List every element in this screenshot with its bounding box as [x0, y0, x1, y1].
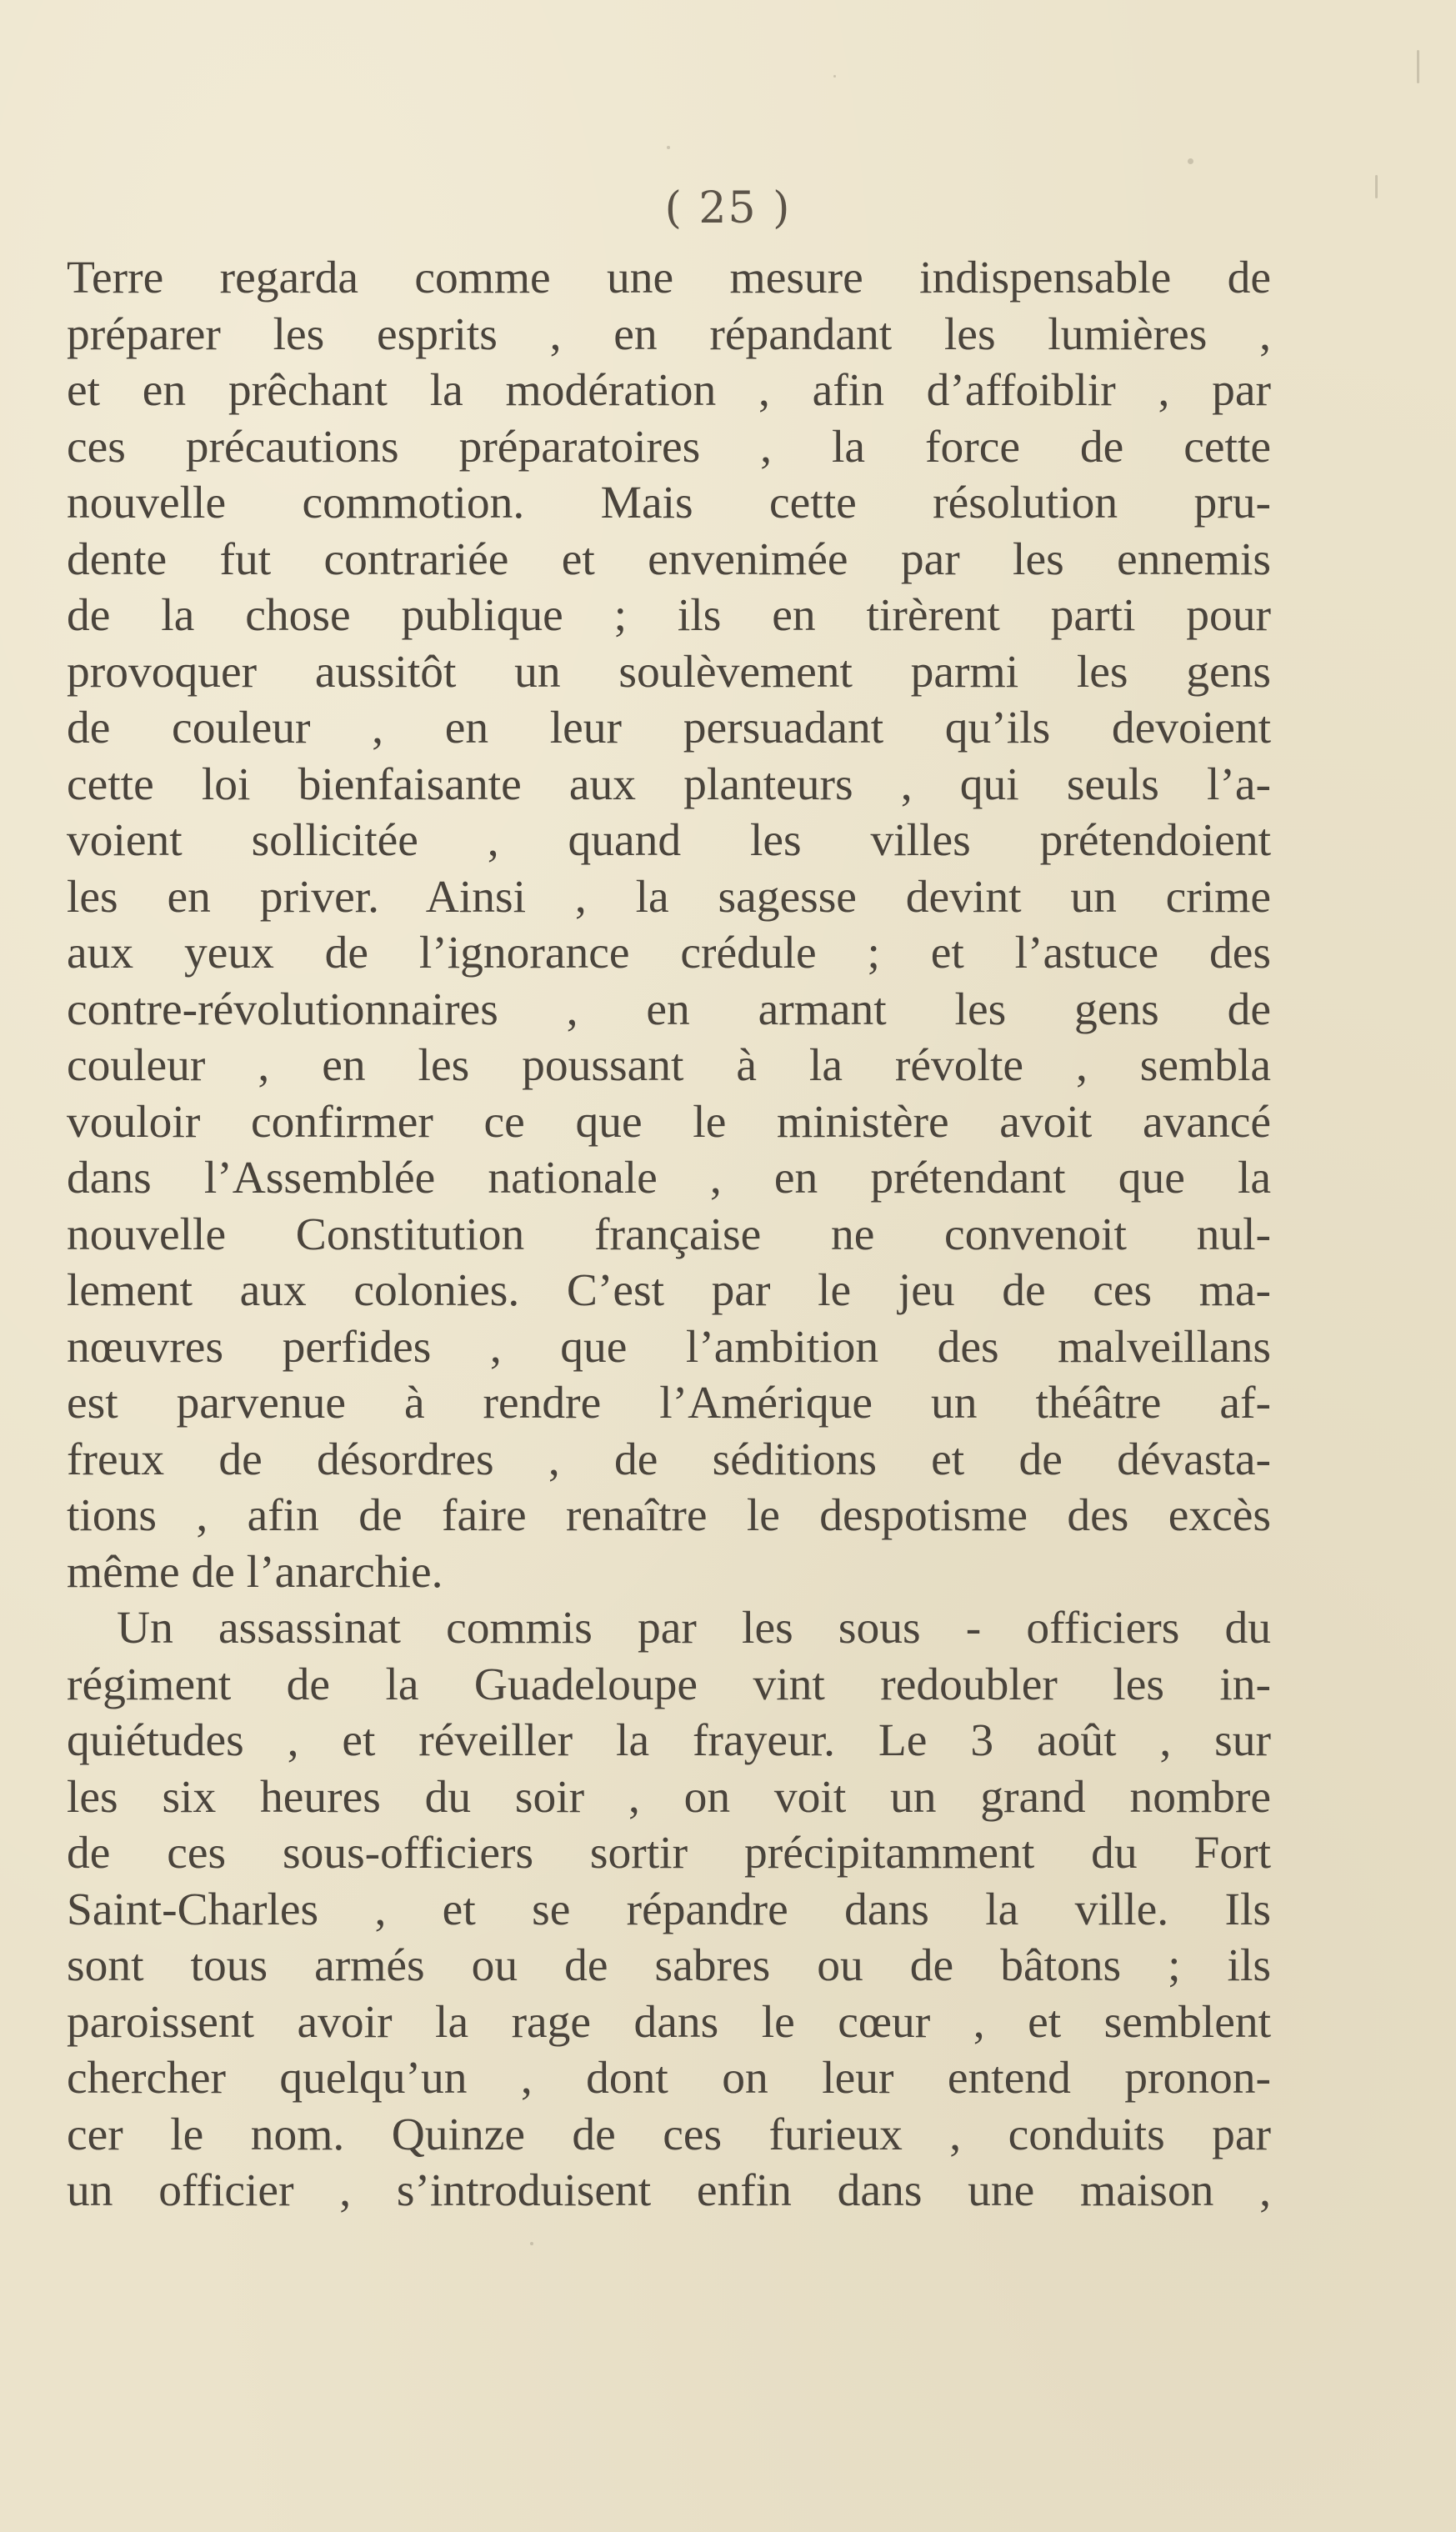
text-line: vouloir confirmer ce que le ministère avoit avancé: [67, 1096, 1271, 1148]
text-line: provoquer aussitôt un soulèvement parmi les gens: [67, 646, 1271, 698]
text-line: contre-révolutionnaires , en armant les gens de: [67, 983, 1271, 1035]
text-line: Saint-Charles , et se répandre dans la ville. Ils: [67, 1884, 1271, 1935]
paragraph-start-line: Un assassinat commis par les sous - officiers du: [117, 1603, 1271, 1654]
text-line: couleur , en les poussant à la révolte , sembla: [67, 1040, 1271, 1091]
text-line: de ces sous-officiers sortir précipitamment du Fort: [67, 1828, 1271, 1879]
page-number: ( 25 ): [664, 183, 792, 233]
text-line: ces précautions préparatoires , la force de cette: [67, 421, 1271, 473]
text-line: aux yeux de l’ignorance crédule ; et l’astuce des: [67, 928, 1271, 978]
text-line: chercher quelqu’un , dont on leur entend pronon-: [67, 2053, 1271, 2104]
text-line: tions , afin de faire renaître le despotisme des excès: [67, 1490, 1271, 1541]
text-line: régiment de la Guadeloupe vint redoubler les in-: [67, 1659, 1271, 1710]
text-line: cette loi bienfaisante aux planteurs , qui seuls l’a-: [67, 758, 1271, 810]
text-line: cer le nom. Quinze de ces furieux , conduits par: [67, 2109, 1271, 2160]
text-line: lement aux colonies. C’est par le jeu de ces ma-: [67, 1265, 1271, 1316]
text-line: est parvenue à rendre l’Amérique un théâtre af-: [67, 1378, 1271, 1429]
paragraph-end-line: même de l’anarchie.: [67, 1546, 443, 1598]
body-text: [67, 250, 1271, 2219]
text-line: Terre regarda comme une mesure indispensable de: [67, 253, 1271, 303]
text-line: et en prêchant la modération , afin d’affoiblir , par: [67, 365, 1271, 416]
text-line: quiétudes , et réveiller la frayeur. Le 3 août , sur: [67, 1715, 1271, 1766]
text-line: les six heures du soir , on voit un grand nombre: [67, 1771, 1271, 1823]
text-line: nouvelle Constitution française ne convenoit nul-: [67, 1208, 1271, 1260]
text-line: freux de désordres , de séditions et de dévasta-: [67, 1434, 1271, 1485]
text-line: dans l’Assemblée nationale , en prétendant que la: [67, 1153, 1271, 1203]
text-line: préparer les esprits , en répandant les lumières ,: [67, 308, 1271, 360]
text-line: nouvelle commotion. Mais cette résolution pru-: [67, 478, 1271, 528]
text-line: sont tous armés ou de sabres ou de bâtons ; ils: [67, 1940, 1271, 1991]
text-line: de la chose publique ; ils en tirèrent parti pour: [67, 590, 1271, 641]
text-line: paroissent avoir la rage dans le cœur , et semblent: [67, 1996, 1271, 2048]
text-line: dente fut contrariée et envenimée par les ennemis: [67, 533, 1271, 585]
text-line: un officier , s’introduisent enfin dans une maison ,: [67, 2165, 1271, 2216]
text-line: de couleur , en leur persuadant qu’ils devoient: [67, 703, 1271, 753]
text-line: voient sollicitée , quand les villes prétendoient: [67, 815, 1271, 866]
text-line: nœuvres perfides , que l’ambition des malveillans: [67, 1321, 1271, 1373]
text-line: les en priver. Ainsi , la sagesse devint un crime: [67, 871, 1271, 923]
